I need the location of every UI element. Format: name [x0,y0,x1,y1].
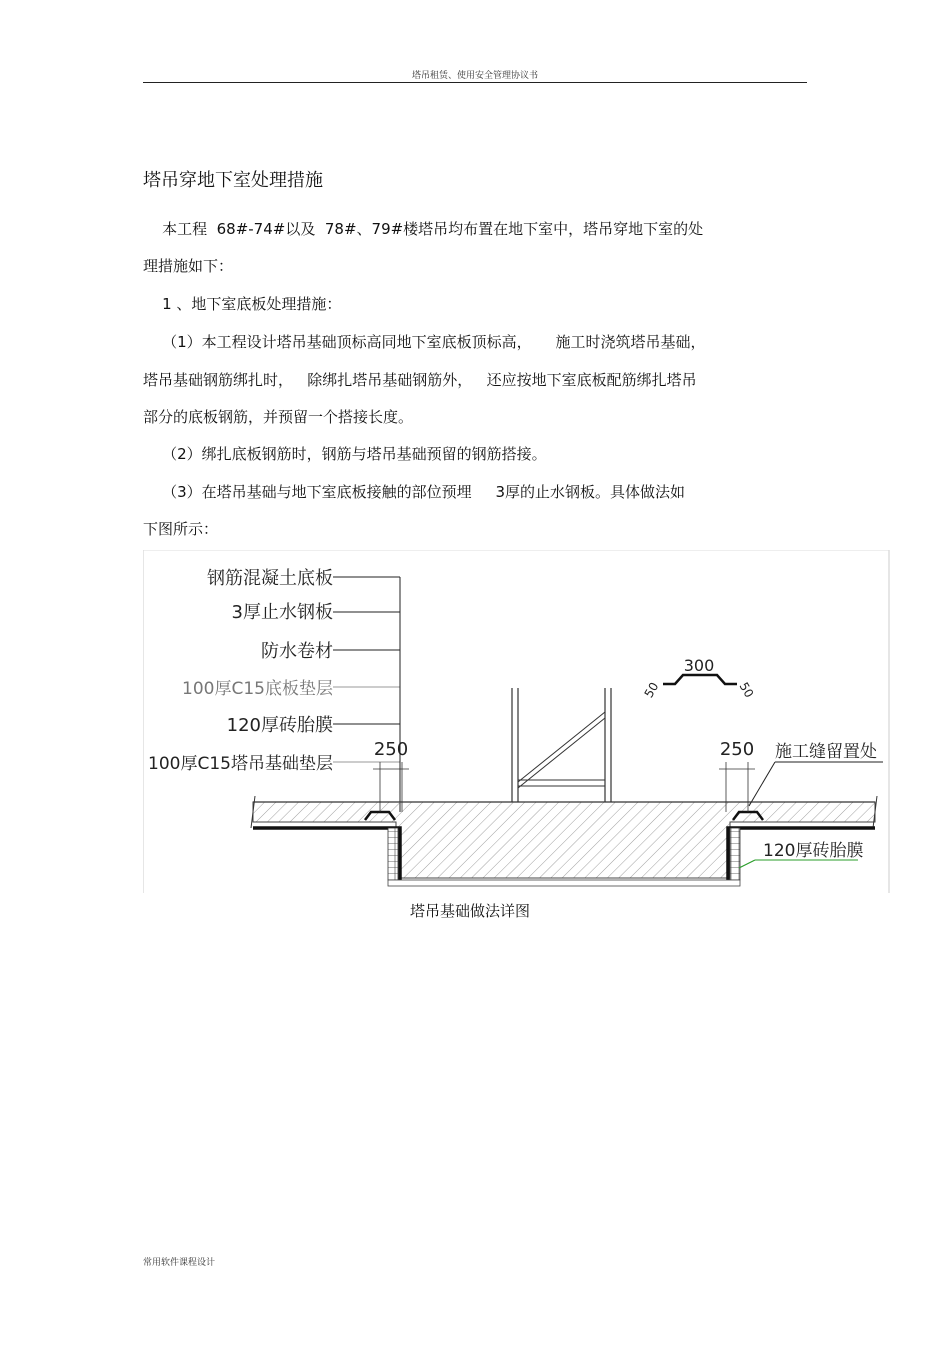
section-title: 塔吊穿地下室处理措施 [143,170,323,191]
header-rule [143,82,807,83]
note-brick-mould: 120厚砖胎膜 [763,841,864,861]
label-waterstop-plate: 3厚止水钢板 [231,602,333,623]
paragraph-line: 部分的底板钢筋，并预留一个搭接长度。 [143,408,414,426]
figure-caption: 塔吊基础做法详图 [409,902,530,920]
dim-plate-end-right: 50 [736,679,757,701]
paragraph-line: 理措施如下： [143,257,234,275]
label-crane-cushion: 100厚C15塔吊基础垫层 [148,754,333,774]
dim-plate-width: 300 [683,656,715,675]
paragraph-line: 1 、地下室底板处理措施： [143,295,342,313]
paragraph-line: （1）本工程设计塔吊基础顶标高同地下室底板顶标高， 施工时浇筑塔吊基础， [143,333,706,351]
paragraph-line: （3）在塔吊基础与地下室底板接触的部位预埋 3厚的止水钢板。具体做法如 [143,483,686,501]
label-brick-mould: 120厚砖胎膜 [226,715,333,736]
dim-plate-end-left: 50 [641,679,662,701]
label-rc-slab: 钢筋混凝土底板 [207,568,333,589]
paragraph-line: （2）绑扎底板钢筋时，钢筋与塔吊基础预留的钢筋搭接。 [143,445,547,463]
dim-left: 250 [373,739,409,760]
paragraph-line: 塔吊基础钢筋绑扎时， 除绑扎塔吊基础钢筋外， 还应按地下室底板配筋绑扎塔吊 [143,371,697,389]
paragraph-line: 下图所示： [143,520,219,538]
label-waterproof-membrane: 防水卷材 [261,641,333,662]
foundation-detail-drawing [143,550,890,893]
note-construction-joint: 施工缝留置处 [775,742,877,762]
running-header: 塔吊租赁、使用安全管理协议书 [411,71,538,81]
label-slab-cushion: 100厚C15底板垫层 [182,679,333,699]
paragraph-line: 本工程 68#-74#以及 78#、79#楼塔吊均布置在地下室中，塔吊穿地下室的处 [143,220,704,238]
page-footer: 常用软件课程设计 [143,1258,216,1268]
dim-right: 250 [719,739,755,760]
